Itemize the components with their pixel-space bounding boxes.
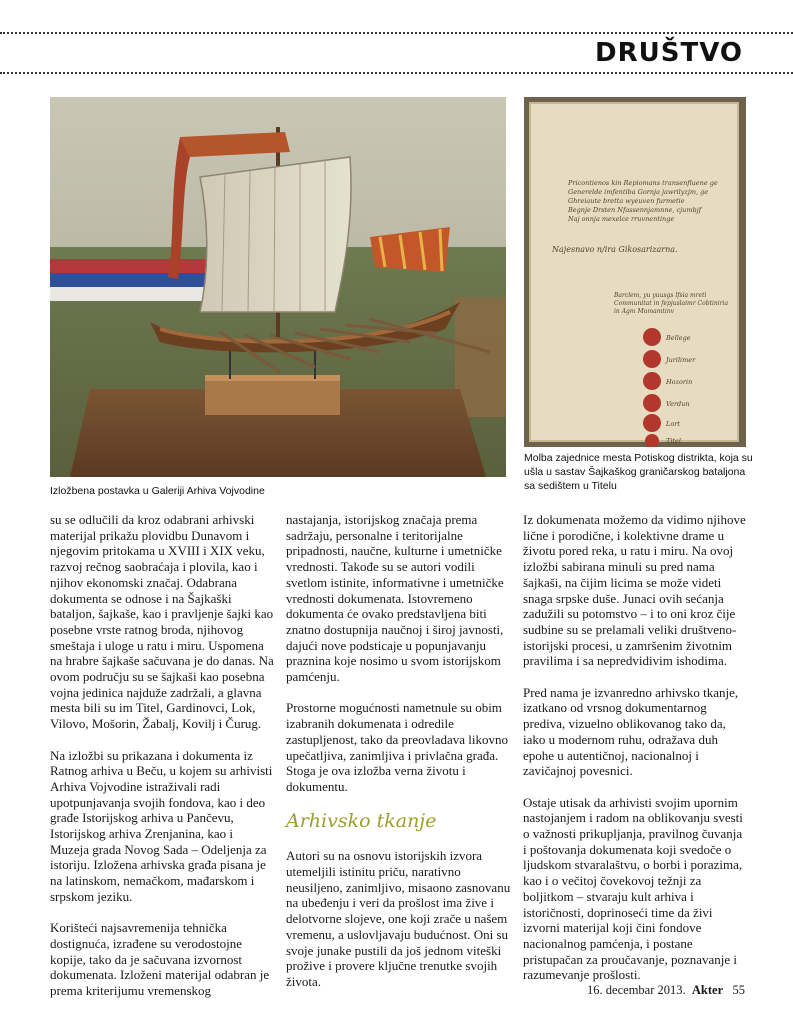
seal-label: Titel: [666, 437, 681, 445]
seal-label: Jurilimer: [666, 356, 696, 364]
handwriting-line: Begnje Drsten Nfassennjamnne, cjumbjf: [568, 206, 702, 214]
archival-document-photo: [524, 97, 746, 447]
article-column-3: [523, 512, 748, 999]
handwriting-signature: Najesnavo n/ira Gikosarizarna.: [552, 245, 678, 254]
exhibition-photo: [50, 97, 506, 477]
wax-seal: [643, 372, 661, 390]
article-column-1: [50, 512, 275, 1014]
seal-label: Bellege: [666, 334, 691, 342]
ship-model-illustration: [50, 97, 506, 477]
top-dotted-rule: [0, 32, 793, 34]
paragraph: Korišteći najsavremenija tehnička dostignuća, izrađene su verodostojne kopije, tako da je sačuvana izvornost dokumenata. Izloženi materijal odabran je prema kriterijumu vremenskog: [50, 920, 270, 999]
magazine-name: Akter: [691, 983, 724, 997]
handwriting-block-line: Communitat in fepjuslaimr Cobtiniria: [614, 300, 729, 307]
page-footer: [587, 983, 745, 998]
handwriting-line: Ghreiaute bretta wyeuven furmetie: [568, 197, 685, 205]
wax-seal: [643, 328, 661, 346]
seal-label: Lort: [666, 420, 680, 428]
handwriting-line: Generelde imfentiba Gornja jawrilyzjm, ge: [568, 188, 709, 196]
article-column-2: [286, 512, 511, 1005]
paragraph: Pred nama je izvanredno arhivsko tkanje, izatkano od vrsnog dokumentarnog prediva, vizuelno oblikovanog tako da, iako u modernom ruhu, odražava duh epohe u autentičnoj, nacionalnoj i zavičajnoj povesnici.: [523, 684, 739, 779]
paragraph: nastajanja, istorijskog značaja prema sadržaju, personalne i teritorijalne pripadnosti, naučne, kulturne i umetničke vrednosti. Takođe su se autori vodili svetlom istinite, informativne i umetničke vrednosti dokumenata. Istovremeno dokumenta će ovako predstavljena biti znatno dostupnija naučnoj i široj javnosti, dajući nove podsticaje u popunjavanju praznina koje nosimo u svom istorijskom pamćenju.: [286, 512, 504, 685]
document-page-illustration: [524, 97, 746, 447]
page-number: 55: [732, 983, 745, 997]
paragraph: su se odlučili da kroz odabrani arhivski materijal prikažu plovidbu Dunavom i njegovim pritokama u XVIII i XIX veku, razvoj rečnog saobraćaja i plovila, kao i njihov ekonomski značaj. Odabrana dokumenta se odnose i na Šajkaški bataljon, šajkaše, kao i pravljenje šajki kao posebne vrste ratnog broda, njihovog smeštaja i uloge u ratu i miru. Uspomena na hrabre šajkaše sačuvana je do danas. Na ovom području su se šajkaši kao posebna vojna jedinica najduže zadržali, a glavna mesta bili su im Titel, Gardinovci, Lok, Vilovo, Mošorin, Žabalj, Kovilj i Čurug.: [50, 512, 274, 732]
seal-label: Verdun: [666, 400, 690, 408]
paragraph: Autori su na osnovu istorijskih izvora utemeljili istinitu priču, narativno neusiljeno, zanimljivo, misaono zasnovanu na ubeđenju i veri da prošlost ima žive i delotvorne slojeve, one koji zrače u našem vremenu, a uslovljavaju budućnost. Oni su svoje junake pustili da još jednom viteški prožive i provere ključne trenutke svojih života.: [286, 848, 511, 989]
header-dotted-rule: [0, 72, 793, 74]
document-caption: Molba zajednice mesta Potiskog distrikta, koja su ušla u sastav Šajkaškog graničarskog bataljona sa sedištem u Titelu: [524, 452, 753, 492]
handwriting-block-line: in Agm Mumamtinv: [614, 308, 675, 315]
wax-seal: [643, 350, 661, 368]
exhibition-caption: Izložbena postavka u Galeriji Arhiva Vojvodine: [50, 485, 265, 497]
section-title: DRUŠTVO: [595, 38, 743, 68]
handwriting-line: Naj onnja mexelce rruvnentinge: [568, 215, 675, 223]
handwriting-block-line: Barclem, yu yuusgs lfsia mreti: [614, 292, 707, 299]
wax-seal: [643, 394, 661, 412]
paragraph: Ostaje utisak da arhivisti svojim upornim nastojanjem i radom na oblikovanju svesti o važnosti prikupljanja, pravilnog čuvanja i poštovanja dokumenata koji svedoče o ljudskom stvaralaštvu, o borbi i porazima, kao i o večitoj čovekovoj težnji za boljitkom – stvaraju kult arhiva i istoričnosti, doprinoseći time da živi izvorni materijal koji čini fondove nacionalnog pamćenja, i postane pristupačan za proučavanje, poznavanje i razumevanje prošlosti.: [523, 794, 743, 983]
paragraph: Na izložbi su prikazana i dokumenta iz Ratnog arhiva u Beču, u kojem su arhivisti Arhiva Vojvodine istraživali radi upotpunjavanja svojih fondova, kao i deo građe Istorijskog arhiva u Pančevu, Istorijskog arhiva Zrenjanina, kao i Muzeja grada Novog Sada – Odeljenja za istoriju. Izložena arhivska građa pisana je na latinskom, nemačkom, mađarskom i srpskom jeziku.: [50, 747, 273, 904]
paragraph: Iz dokumenata možemo da vidimo njihove lične i porodične, i kolektivne drame u životu pored reka, u ratu i miru. Na ovoj izložbi sabirana minuli su pred nama šajkaši, na čijim licima se može videti snaga srpske duše. Junaci ovih sećanja zadužili su potomstvo – i to oni kroz čije sudbine su se prelamali veliki društveno-istorijski procesi, u zamršenim životnim pravilima i sa nepredvidivim ishodima.: [523, 512, 746, 669]
wax-seal: [643, 414, 661, 432]
issue-date: 16. decembar 2013.: [587, 983, 686, 997]
paragraph: Prostorne mogućnosti nametnule su obim izabranih dokumenata i odredile zastupljenost, tako da preovladava likovno upečatljiva, zanimljiva i privlačna građa. Stoga je ova izložba verna životu i dokumentu.: [286, 700, 509, 794]
seal-label: Hozorin: [666, 378, 693, 386]
subheading: Arhivsko tkanje: [286, 810, 437, 833]
handwriting-line: Pricontienos kin Repiomans transenfluene ge: [568, 179, 718, 187]
